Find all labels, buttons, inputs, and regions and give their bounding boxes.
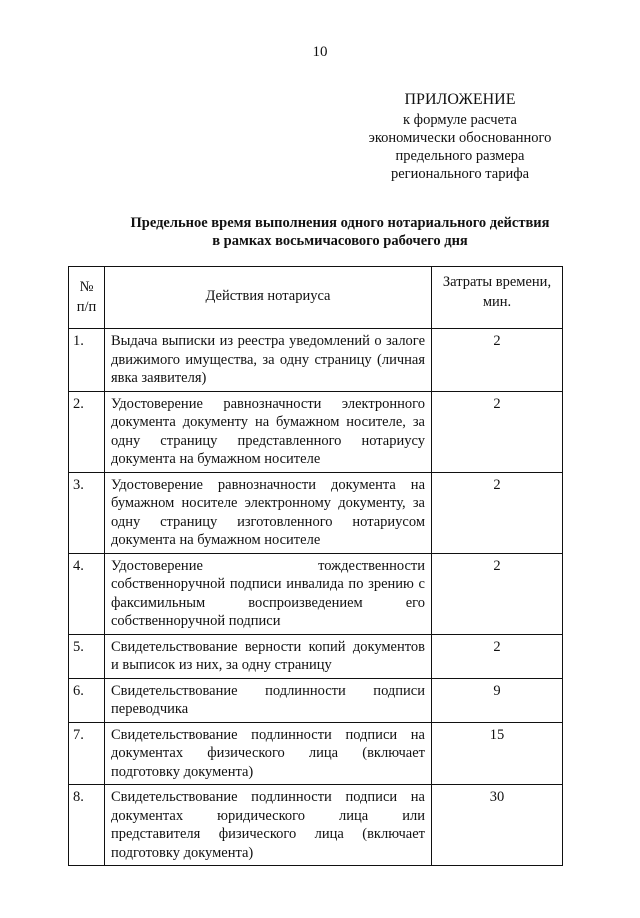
table-row: [69, 634, 563, 678]
table-row: [69, 785, 563, 866]
appendix-title: ПРИЛОЖЕНИЕ: [404, 91, 516, 108]
notary-actions-table: [68, 266, 563, 866]
row-action: Удостоверение равнозначности электронного документа документу на бумажном носителе, за одну страницу представленного нотариусу документа на бумажном носителе: [105, 391, 432, 472]
appendix-line: экономически обоснованного: [368, 130, 552, 146]
document-title: [60, 214, 620, 250]
header-time: Затраты времени, мин.: [432, 267, 563, 329]
row-time: 2: [432, 634, 563, 678]
table-row: [69, 329, 563, 392]
row-number: 6.: [69, 678, 105, 722]
row-number: 7.: [69, 722, 105, 785]
row-number: 2.: [69, 391, 105, 472]
row-time: 9: [432, 678, 563, 722]
row-time: 2: [432, 391, 563, 472]
row-action: Выдача выписки из реестра уведомлений о залоге движимого имущества, за одну страницу (личная явка заявителя): [105, 329, 432, 392]
header-number: № п/п: [69, 267, 105, 329]
row-number: 8.: [69, 785, 105, 866]
page-number: 10: [312, 44, 328, 60]
appendix-line: регионального тарифа: [390, 166, 530, 182]
table-row: [69, 678, 563, 722]
document-title-line: Предельное время выполнения одного нотариального действия: [130, 215, 550, 231]
appendix-block: [345, 90, 575, 183]
appendix-line: к формуле расчета: [403, 112, 517, 128]
row-action: Свидетельствование подлинности подписи переводчика: [105, 678, 432, 722]
row-number: 1.: [69, 329, 105, 392]
table-row: [69, 472, 563, 553]
table-header-row: [69, 267, 563, 329]
table-row: [69, 553, 563, 634]
row-time: 15: [432, 722, 563, 785]
row-action: Свидетельствование подлинности подписи на документах физического лица (включает подготовку документа): [105, 722, 432, 785]
row-action: Свидетельствование подлинности подписи на документах юридического лица или представителя физического лица (включает подготовку документа): [105, 785, 432, 866]
row-time: 30: [432, 785, 563, 866]
appendix-line: предельного размера: [395, 148, 525, 164]
table-row: [69, 391, 563, 472]
table-row: [69, 722, 563, 785]
row-time: 2: [432, 553, 563, 634]
row-number: 4.: [69, 553, 105, 634]
header-action: Действия нотариуса: [105, 267, 432, 329]
row-action: Удостоверение тождественности собственноручной подписи инвалида по зрению с факсимильным воспроизведением его собственноручной подписи: [105, 553, 432, 634]
row-time: 2: [432, 472, 563, 553]
row-number: 5.: [69, 634, 105, 678]
row-action: Удостоверение равнозначности документа на бумажном носителе электронному документу, за одну страницу изготовленного нотариусом документа на бумажном носителе: [105, 472, 432, 553]
document-title-line: в рамках восьмичасового рабочего дня: [212, 233, 468, 249]
row-action: Свидетельствование верности копий документов и выписок из них, за одну страницу: [105, 634, 432, 678]
row-number: 3.: [69, 472, 105, 553]
row-time: 2: [432, 329, 563, 392]
